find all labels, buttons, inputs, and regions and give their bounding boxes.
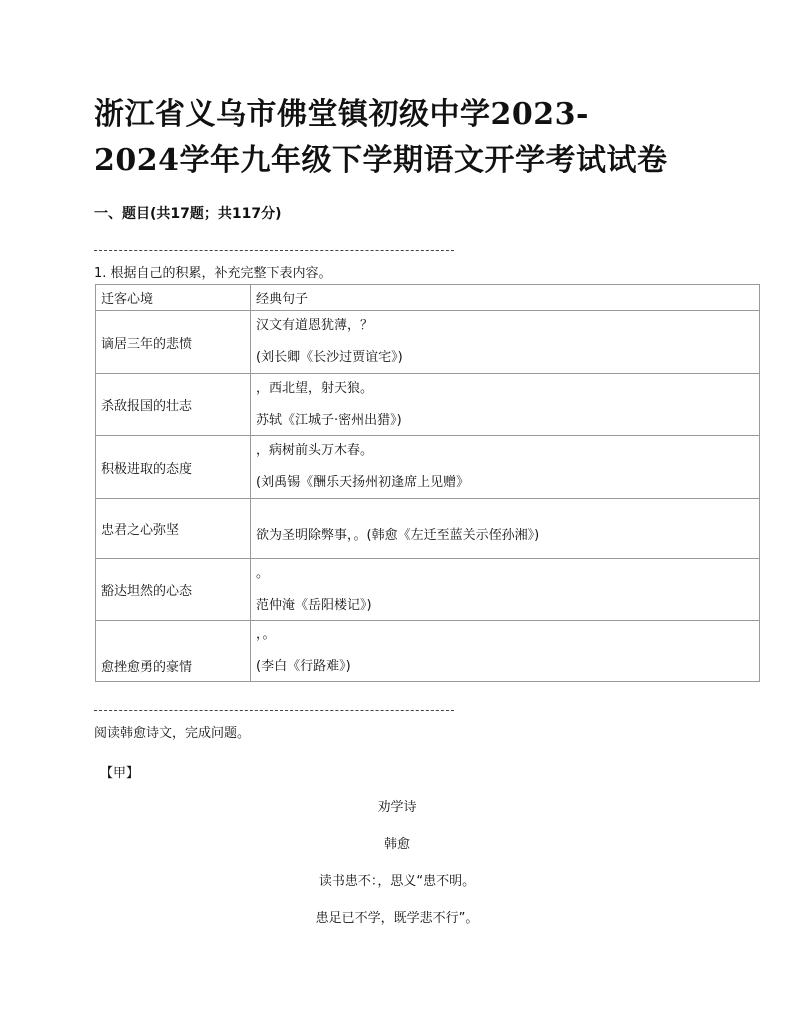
- poem-author: 韩愈: [383, 837, 410, 852]
- table-cell-quote: [251, 499, 760, 559]
- table-cell-mood: 忠君之心弥坚: [96, 499, 251, 559]
- table-cell-quote: [251, 436, 760, 499]
- table-row: [96, 311, 760, 374]
- poem-title: 劝学诗: [377, 800, 417, 815]
- table-row: [96, 499, 760, 559]
- title-line-2: 2024学年九年级下学期语文开学考试试卷: [94, 143, 668, 178]
- poem-line-1: 读书患不：，思义“患不明。: [318, 874, 476, 889]
- table-cell-quote: [251, 374, 760, 436]
- table-row: [96, 436, 760, 499]
- poem-line-2: 患足已不学，既学悲不行”。: [315, 911, 479, 926]
- table-cell-mood: 杀敌报国的壮志: [96, 374, 251, 436]
- table-cell-mood: 愈挫愈勇的豪情: [96, 621, 251, 682]
- table-cell-mood: 积极进取的态度: [96, 436, 251, 499]
- table-header-quote: 经典句子: [251, 285, 760, 311]
- quote-line: ，。: [256, 627, 276, 642]
- passage-label-jia: 【甲】: [100, 766, 140, 781]
- quote-line: ，病树前头万木春。: [256, 443, 374, 458]
- document-title: [94, 92, 734, 184]
- table-cell-quote: [251, 621, 760, 682]
- mood-quote-table: [95, 284, 760, 682]
- quote-line: ，西北望，射天狼。: [256, 380, 374, 396]
- dashed-divider-bottom: [94, 710, 454, 711]
- title-line-1: 浙江省义乌市佛堂镇初级中学2023-: [94, 97, 589, 132]
- dashed-divider-top: [94, 250, 454, 251]
- quote-source: 苏轼《江城子·密州出猎》): [256, 412, 402, 428]
- table-header-row: [96, 285, 760, 311]
- table-cell-mood: 谪居三年的悲愤: [96, 311, 251, 374]
- section-heading: 一、题目(共17题；共117分): [94, 206, 282, 222]
- quote-source: 欲为圣明除弊事，。(韩愈《左迁至蓝关示侄孙湘》): [256, 527, 540, 543]
- quote-line: 。: [256, 565, 270, 581]
- question-1-stem: 1. 根据自己的积累，补充完整下表内容。: [94, 266, 332, 281]
- quote-source: 范仲淹《岳阳楼记》): [256, 597, 372, 613]
- quote-source: (李白《行路难》): [256, 659, 351, 674]
- quote-source: (刘长卿《长沙过贾谊宅》): [256, 350, 403, 365]
- quote-source: (刘禹锡《酬乐天扬州初逢席上见赠》: [256, 475, 470, 490]
- table-row: [96, 374, 760, 436]
- table-header-mood: 迁客心境: [96, 285, 251, 311]
- table-cell-quote: [251, 311, 760, 374]
- table-cell-quote: [251, 559, 760, 621]
- table-row: [96, 559, 760, 621]
- quote-line: 汉文有道恩犹薄，？: [256, 318, 374, 333]
- table-cell-mood: 豁达坦然的心态: [96, 559, 251, 621]
- table-row: [96, 621, 760, 682]
- reading-instruction: 阅读韩愈诗文，完成问题。: [94, 726, 251, 741]
